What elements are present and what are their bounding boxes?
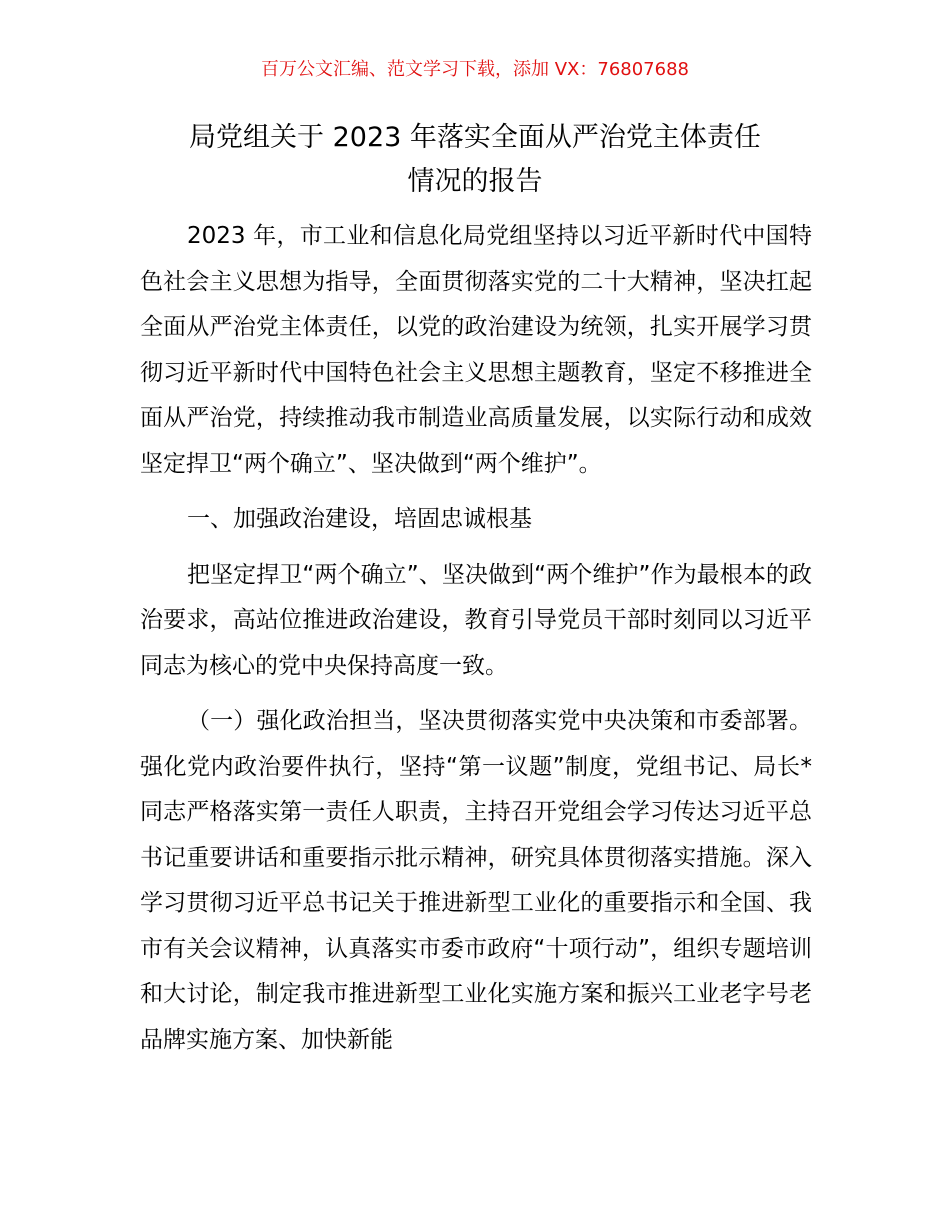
document-body [140,214,812,1063]
title-line-1: 局党组关于 2023 年落实全面从严治党主体责任 [189,122,761,153]
watermark-banner: 百万公文汇编、范文学习下载，添加 VX：76807688 [261,59,689,80]
section-1-paragraph: 把坚定捍卫“两个确立”、坚决做到“两个维护”作为最根本的政治要求，高站位推进政治建设，教育引导党员干部时刻同以习近平同志为核心的党中央保持高度一致。 [140,561,812,679]
document-title [130,116,820,204]
section-heading-1: 一、加强政治建设，培固忠诚根基 [187,506,532,532]
intro-paragraph: 2023 年，市工业和信息化局党组坚持以习近平新时代中国特色社会主义思想为指导，全面贯彻落实党的二十大精神，坚决扛起全面从严治党主体责任，以党的政治建设为统领，扎实开展学习贯彻习近平新时代中国特色社会主义思想主题教育，坚定不移推进全面从严治党，持续推动我市制造业高质量发展，以实际行动和成效坚定捍卫“两个确立”、坚决做到“两个维护”。 [140,223,812,477]
title-line-2: 情况的报告 [407,166,543,197]
subsection-1-paragraph: （一）强化政治担当，坚决贯彻落实党中央决策和市委部署。强化党内政治要件执行，坚持“第一议题”制度，党组书记、局长*同志严格落实第一责任人职责，主持召开党组会学习传达习近平总书记重要讲话和重要指示批示精神，研究具体贯彻落实措施。深入学习贯彻习近平总书记关于推进新型工业化的重要指示和全国、我市有关会议精神，认真落实市委市政府“十项行动”，组织专题培训和大讨论，制定我市推进新型工业化实施方案和振兴工业老字号老品牌实施方案、加快新能 [140,708,812,1053]
